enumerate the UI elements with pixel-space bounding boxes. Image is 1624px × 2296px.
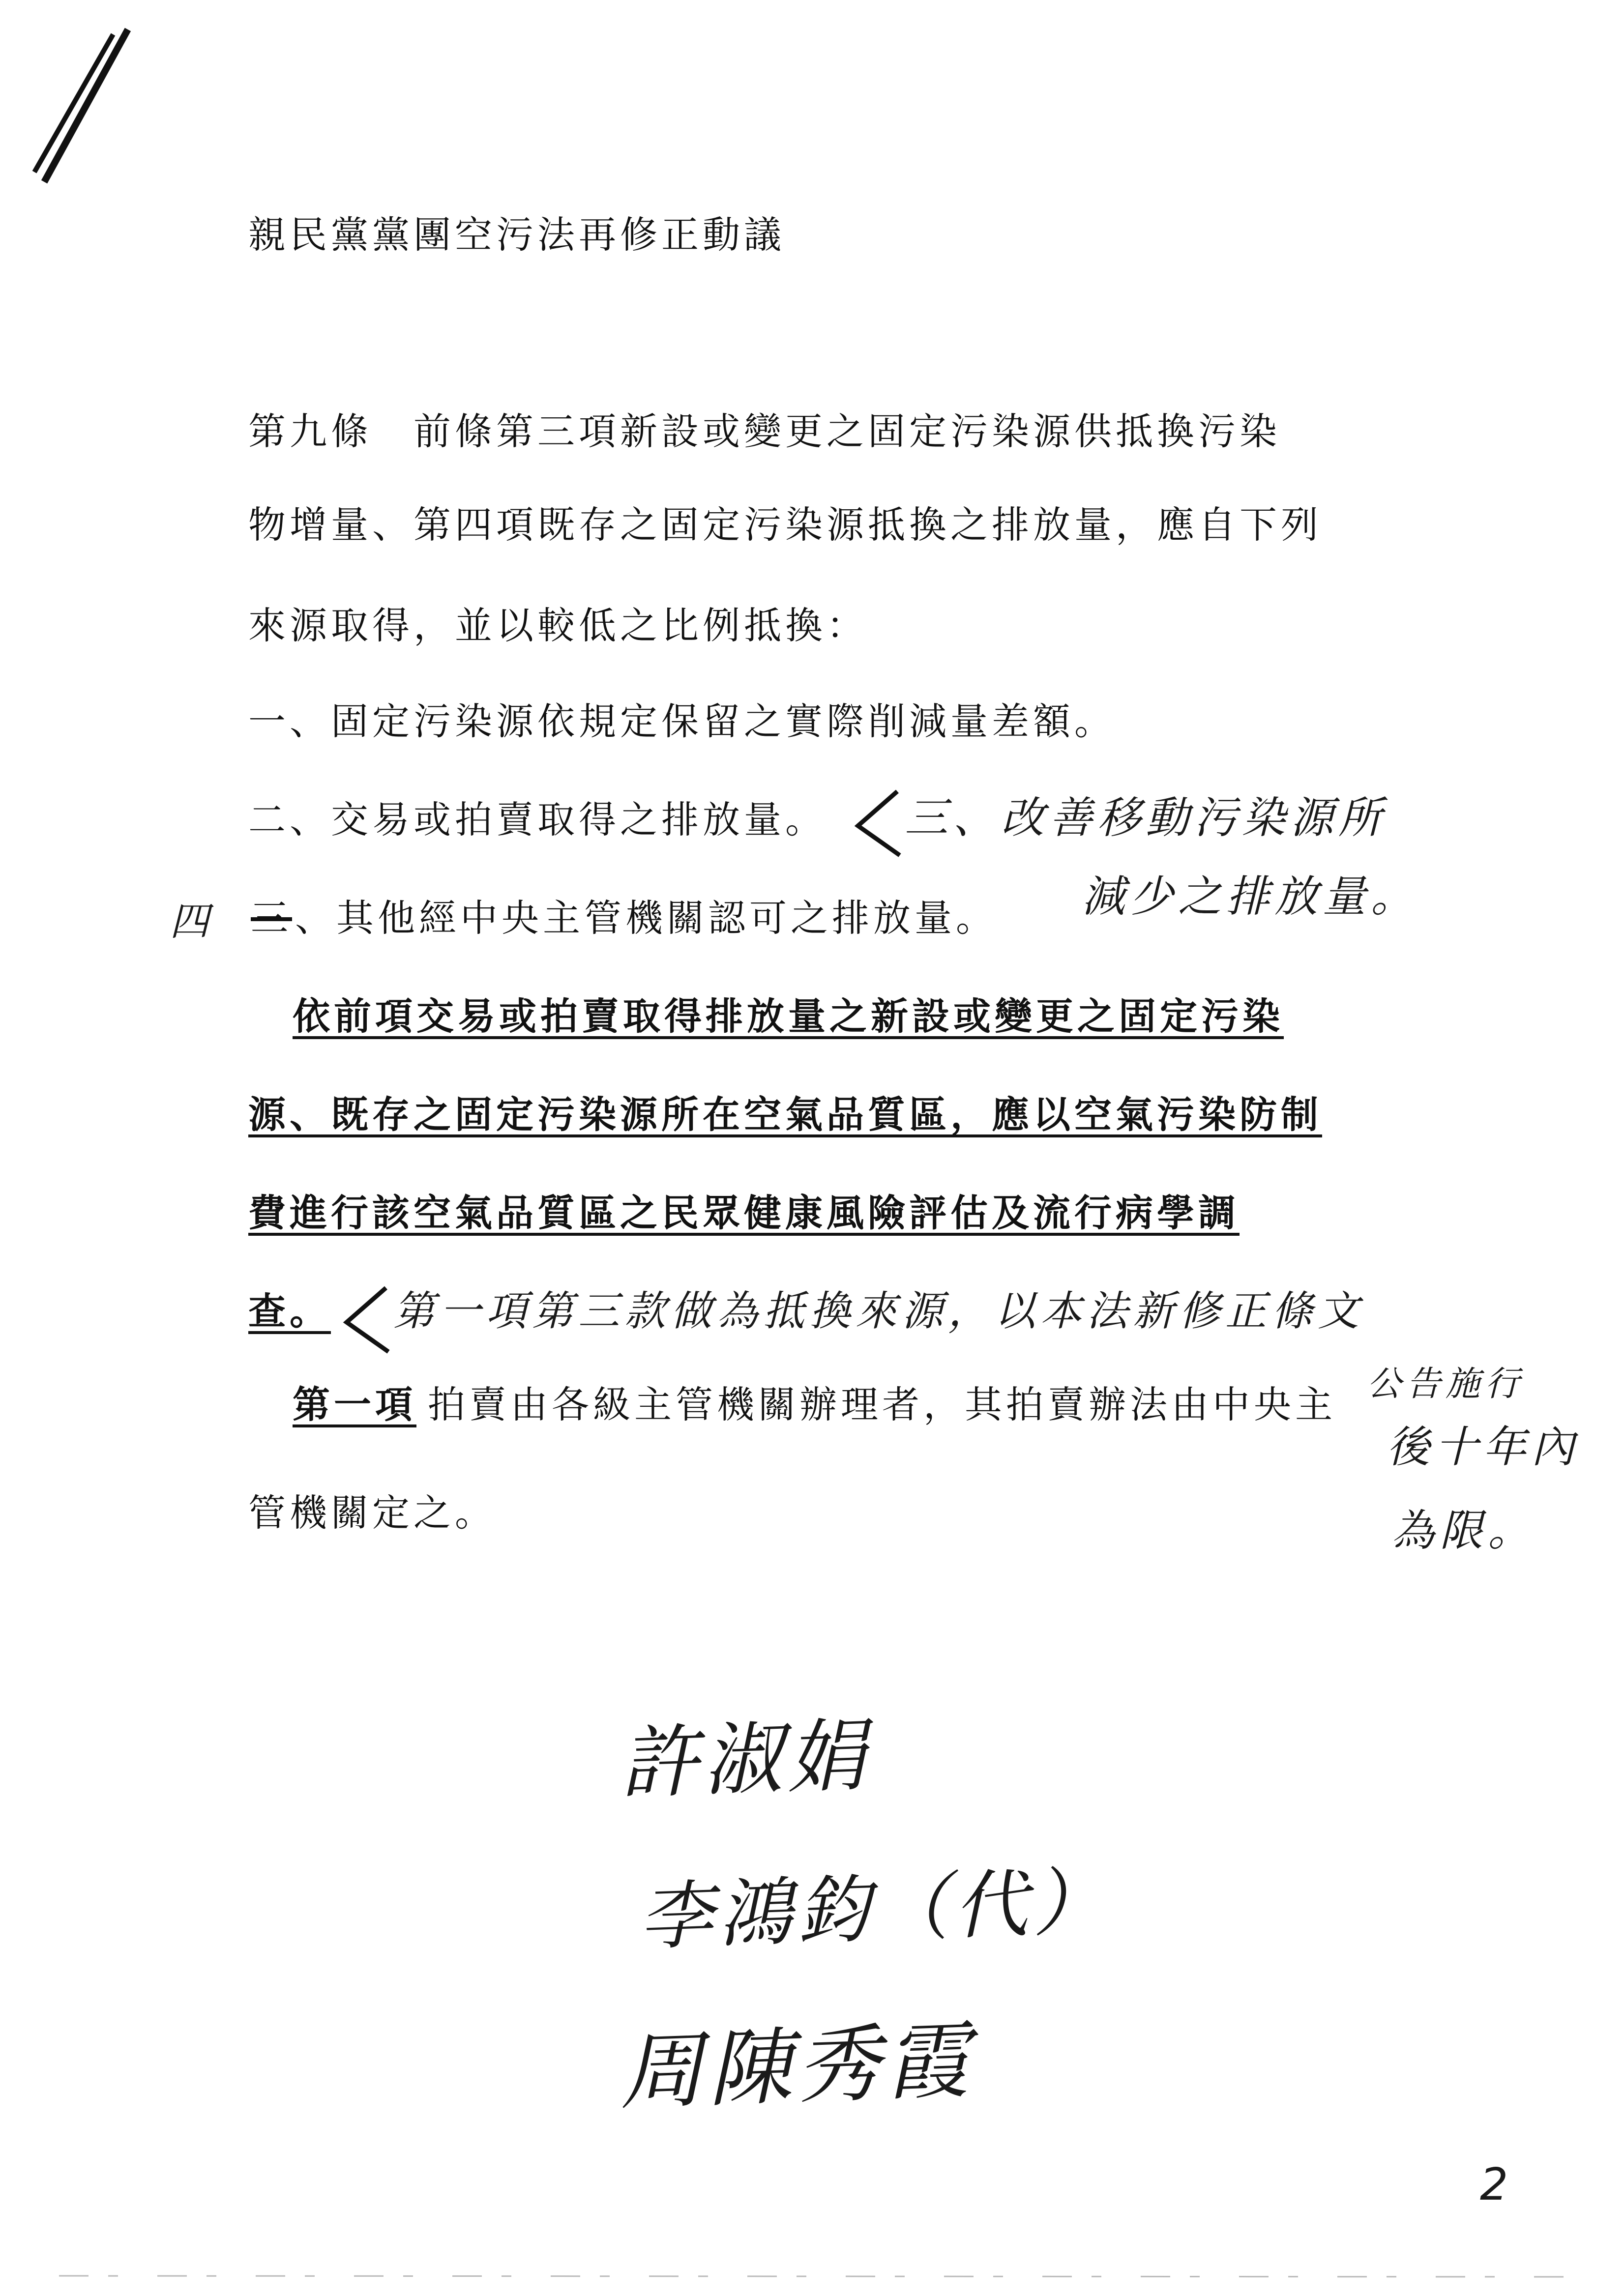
paragraph-3-lead: 第一項 (293, 1383, 416, 1426)
paragraph-2-line-2: 源、既存之固定污染源所在空氣品質區，應以空氣污染防制 (248, 1093, 1322, 1136)
handwritten-note-line-2: 公告施行 (1367, 1364, 1524, 1404)
corner-scan-mark (15, 25, 143, 192)
item-3-struck-numeral: 三 (251, 896, 292, 940)
note-caret (339, 1283, 393, 1357)
renumber-mark: 四 (170, 899, 214, 944)
handwritten-note-line-4: 為限。 (1391, 1505, 1536, 1556)
item-2: 二、交易或拍賣取得之排放量。 (248, 798, 827, 842)
handwritten-note-line-3: 後十年內 (1387, 1422, 1580, 1472)
signature-1: 許淑娟 (618, 1709, 872, 1810)
document-title: 親民黨黨團空污法再修正動議 (248, 213, 785, 257)
article-line-2: 物增量、第四項既存之固定污染源抵換之排放量，應自下列 (248, 503, 1322, 547)
handwritten-note-line-1: 第一項第三款做為抵換來源，以本法新修正條文 (393, 1287, 1364, 1335)
page-number: 2 (1480, 2159, 1513, 2210)
item-3: 、其他經中央主管機關認可之排放量。 (295, 896, 997, 940)
paragraph-2-line-3: 費進行該空氣品質區之民眾健康風險評估及流行病學調 (248, 1191, 1240, 1235)
article-line-3: 來源取得，並以較低之比例抵換： (248, 604, 868, 647)
item-1: 一、固定污染源依規定保留之實際削減量差額。 (248, 699, 1116, 743)
paragraph-3-line-2: 管機關定之。 (248, 1491, 496, 1535)
signature-3: 周陳秀霞 (618, 2012, 975, 2122)
signature-2: 李鴻鈞（代） (638, 1859, 1113, 1961)
paragraph-2-line-4: 查。 (248, 1289, 331, 1333)
paragraph-2-line-1: 依前項交易或拍賣取得排放量之新設或變更之固定污染 (293, 994, 1284, 1038)
handwritten-insert-line-2: 減少之排放量。 (1082, 871, 1419, 922)
scan-edge-line (0, 2271, 1624, 2281)
article-line-1: 第九條 前條第三項新設或變更之固定污染源供抵換污染 (248, 409, 1281, 453)
handwritten-insert-line-1: 三、改善移動污染源所 (905, 792, 1387, 843)
insert-caret (851, 786, 905, 860)
paragraph-3-text: 拍賣由各級主管機關辦理者，其拍賣辦法由中央主 (428, 1383, 1336, 1426)
